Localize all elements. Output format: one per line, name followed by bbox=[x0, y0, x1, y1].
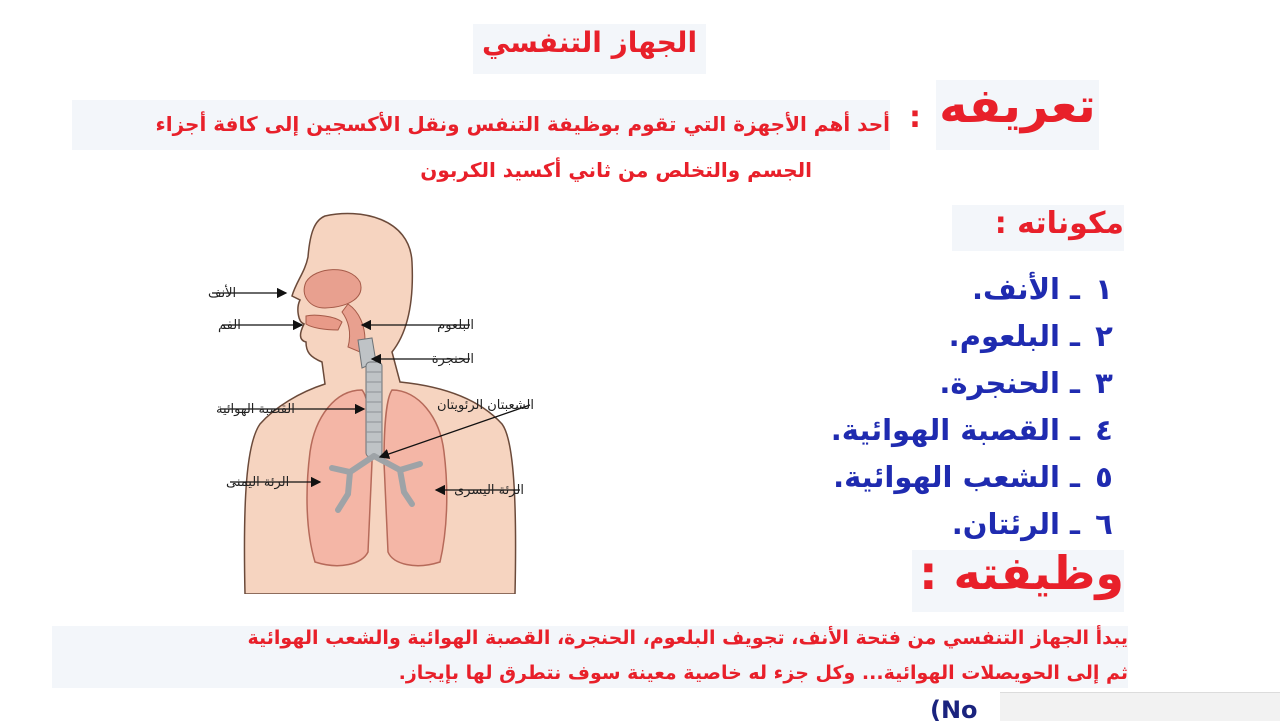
component-item bbox=[831, 413, 1118, 447]
definition-text-line-1: أحد أهم الأجهزة التي تقوم بوظيفة التنفس ونقل الأكسجين إلى كافة أجزاء bbox=[155, 112, 890, 136]
label-left-lung: الرئة اليسرى bbox=[454, 483, 524, 498]
component-number: ٤ bbox=[1095, 413, 1113, 447]
component-text: البلعوم. bbox=[948, 319, 1060, 353]
label-larynx: الحنجرة bbox=[431, 352, 474, 367]
component-separator: ـ bbox=[1070, 319, 1080, 353]
component-number: ٢ bbox=[1095, 319, 1113, 353]
component-separator: ـ bbox=[1070, 460, 1080, 494]
component-number: ١ bbox=[1095, 272, 1113, 306]
page-title: الجهاز التنفسي bbox=[481, 26, 698, 59]
label-nose: الأنف bbox=[208, 286, 237, 301]
component-number: ٦ bbox=[1095, 507, 1113, 541]
label-trachea: القصبة الهوائية bbox=[216, 402, 295, 417]
label-pharynx: البلعوم bbox=[437, 318, 474, 333]
function-text-line-2: ثم إلى الحويصلات الهوائية... وكل جزء له خاصية معينة سوف نتطرق لها بإيجاز. bbox=[398, 662, 1128, 684]
label-right-lung: الرئة اليمنى bbox=[226, 475, 290, 490]
component-number: ٣ bbox=[1095, 366, 1113, 400]
component-number: ٥ bbox=[1095, 460, 1113, 494]
component-text: الأنف. bbox=[972, 272, 1060, 306]
component-item bbox=[939, 366, 1118, 400]
note-text: (No bbox=[930, 696, 978, 724]
component-item bbox=[952, 507, 1118, 541]
bottom-bar bbox=[1000, 692, 1280, 721]
component-text: الحنجرة. bbox=[939, 366, 1060, 400]
label-bronchi: الشعبتان الرئويتان bbox=[436, 398, 534, 413]
component-separator: ـ bbox=[1070, 413, 1080, 447]
component-text: الشعب الهوائية. bbox=[833, 460, 1060, 494]
component-item bbox=[949, 319, 1118, 353]
definition-heading: تعريفه bbox=[939, 78, 1096, 134]
component-text: القصبة الهوائية. bbox=[830, 413, 1060, 447]
label-mouth: الفم bbox=[218, 318, 241, 333]
component-text: الرئتان. bbox=[951, 507, 1060, 541]
definition-colon: : bbox=[909, 100, 921, 135]
component-item bbox=[972, 272, 1118, 306]
components-heading: مكوناته : bbox=[994, 206, 1124, 241]
definition-text-line-2: الجسم والتخلص من ثاني أكسيد الكربون bbox=[420, 158, 812, 182]
component-separator: ـ bbox=[1070, 272, 1080, 306]
function-text-line-1: يبدأ الجهاز التنفسي من فتحة الأنف، تجويف البلعوم، الحنجرة، القصبة الهوائية والشعب الهوائية bbox=[247, 627, 1128, 649]
respiratory-system-diagram bbox=[110, 212, 650, 594]
component-item bbox=[833, 460, 1118, 494]
trachea bbox=[366, 362, 382, 457]
function-heading: وظيفته : bbox=[919, 546, 1124, 600]
component-separator: ـ bbox=[1070, 507, 1080, 541]
component-separator: ـ bbox=[1070, 366, 1080, 400]
